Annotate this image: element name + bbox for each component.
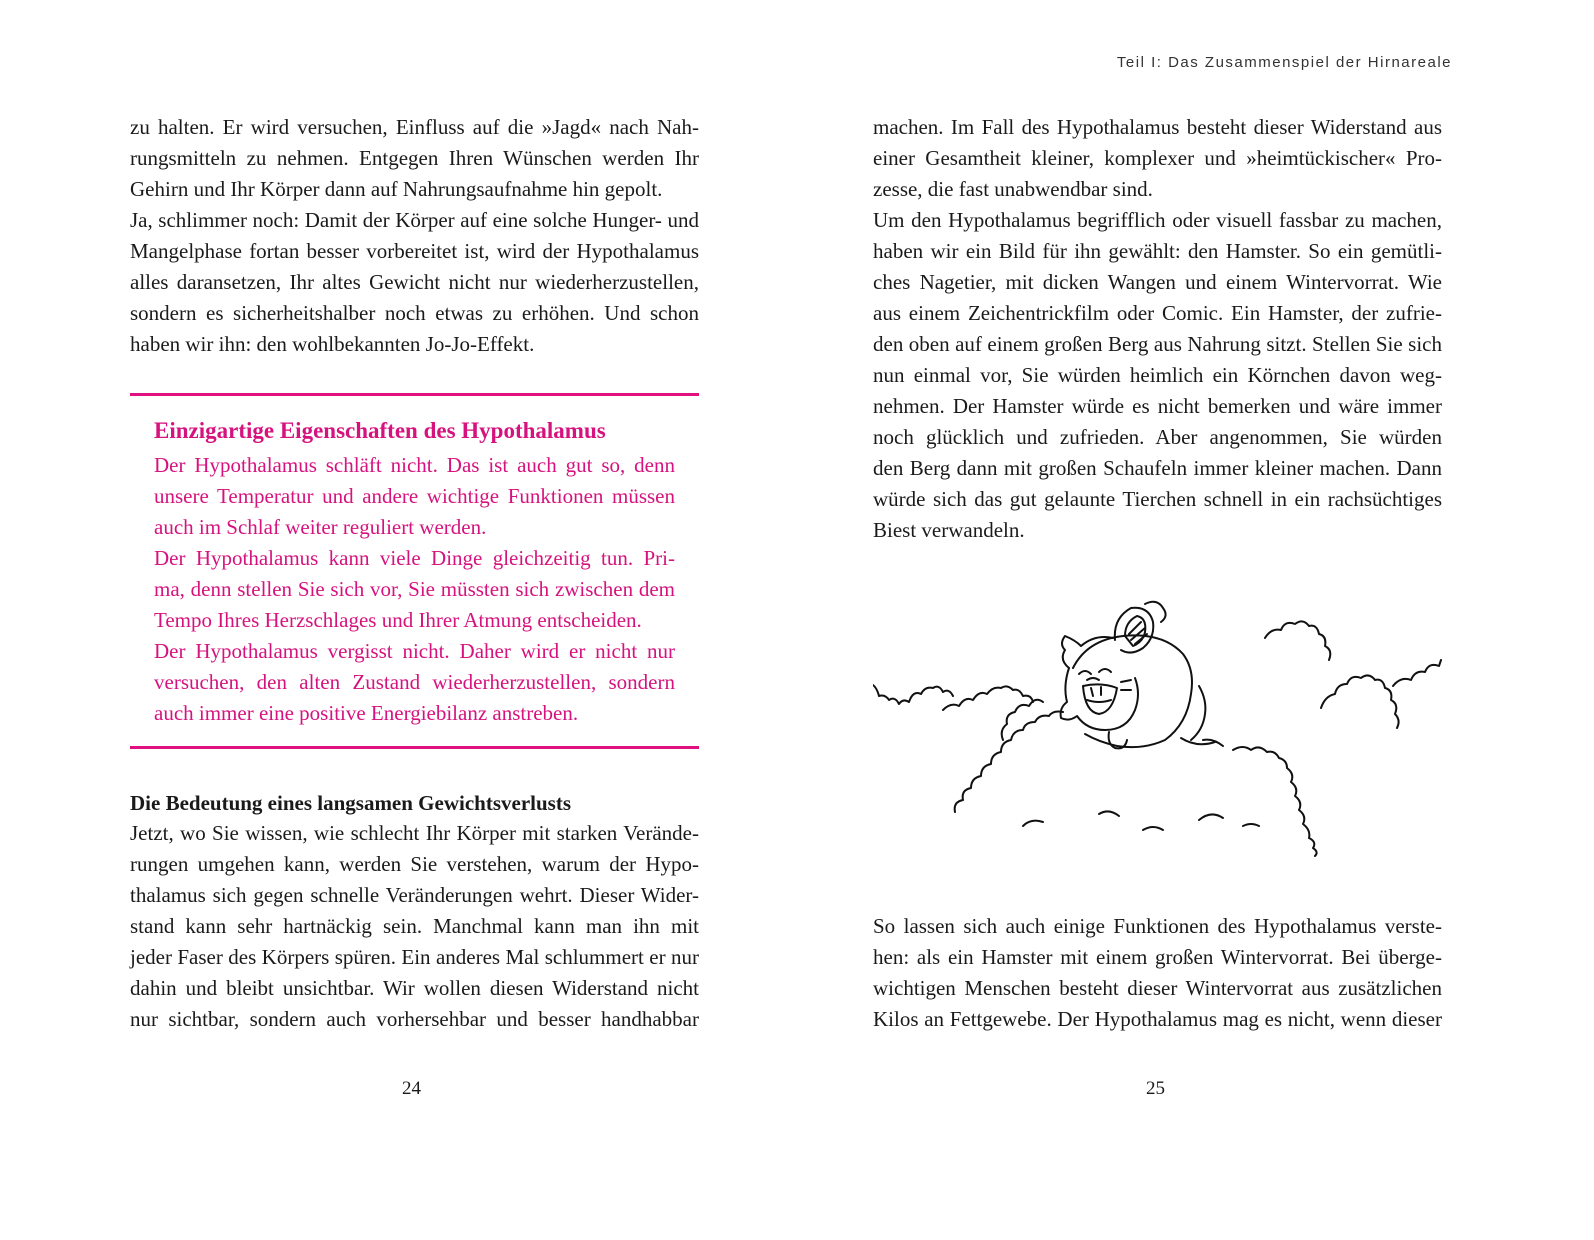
text-line: auch immer eine positive Energiebilanz anstreben. [154, 701, 579, 725]
text-line: nehmen. Der Hamster würde es nicht bemerken und wäre immer [873, 394, 1442, 418]
text-line: einer Gesamtheit kleiner, komplexer und »heimtückischer« Pro- [873, 146, 1442, 170]
page-number: 24 [402, 1078, 421, 1099]
text-line: alles daransetzen, Ihr altes Gewicht nicht nur wiederherzustellen, [130, 270, 699, 294]
text-line: jeder Faser des Körpers spüren. Ein anderes Mal schlummert er nur [130, 945, 699, 969]
text-line: versuchen, den alten Zustand wiederherzustellen, sondern [154, 670, 675, 694]
text-line: nun einmal vor, Sie würden heimlich ein Körnchen davon weg- [873, 363, 1442, 387]
text-line: auch im Schlaf weiter reguliert werden. [154, 515, 487, 539]
text-line: Der Hypothalamus vergisst nicht. Daher wird er nicht nur [154, 639, 675, 663]
text-line: noch glücklich und zufrieden. Aber angenommen, Sie würden [873, 425, 1442, 449]
text-line: ches Nagetier, mit dicken Wangen und einem Wintervorrat. Wie [873, 270, 1442, 294]
text-line: So lassen sich auch einige Funktionen des Hypothalamus verste- [873, 914, 1442, 938]
text-line: nur sichtbar, sondern auch vorhersehbar und besser handhabbar [130, 1007, 699, 1031]
text-line: stand kann sehr hartnäckig sein. Manchmal kann man ihn mit [130, 914, 699, 938]
text-line: rungsmitteln zu nehmen. Entgegen Ihren Wünschen werden Ihr [130, 146, 699, 170]
text-line: Mangelphase fortan besser vorbereitet ist, wird der Hypothalamus [130, 239, 699, 263]
text-line: haben wir ein Bild für ihn gewählt: den Hamster. So ein gemütli- [873, 239, 1442, 263]
text-line: dahin und bleibt unsichtbar. Wir wollen diesen Widerstand nicht [130, 976, 699, 1000]
text-line: den oben auf einem großen Berg aus Nahrung sitzt. Stellen Sie sich [873, 332, 1442, 356]
section-heading: Die Bedeutung eines langsamen Gewichtsverlusts [130, 791, 571, 815]
text-line: Jetzt, wo Sie wissen, wie schlecht Ihr Körper mit starken Verände- [130, 821, 699, 845]
text-line: haben wir ihn: den wohlbekannten Jo-Jo-Effekt. [130, 332, 535, 356]
running-head: Teil I: Das Zusammenspiel der Hirnareale [1116, 54, 1452, 71]
hamster-illustration [873, 590, 1442, 860]
box-title: Einzigartige Eigenschaften des Hypothalamus [154, 418, 606, 443]
right-paragraph-1 [873, 112, 1442, 546]
box-top-rule [130, 393, 699, 396]
text-line: machen. Im Fall des Hypothalamus besteht dieser Widerstand aus [873, 115, 1442, 139]
text-line: hen: als ein Hamster mit einem großen Wintervorrat. Bei überge- [873, 945, 1442, 969]
right-paragraph-2 [873, 911, 1442, 1035]
text-line: ma, denn stellen Sie sich vor, Sie müssten sich zwischen dem [154, 577, 675, 601]
text-line: thalamus sich gegen schnelle Veränderungen wehrt. Dieser Wider- [130, 883, 699, 907]
text-line: würde sich das gut gelaunte Tierchen schnell in ein rachsüchtiges [873, 487, 1442, 511]
left-paragraph-2 [130, 818, 699, 1035]
info-box-text [154, 450, 675, 729]
text-line: Kilos an Fettgewebe. Der Hypothalamus mag es nicht, wenn dieser [873, 1007, 1442, 1031]
text-line: Gehirn und Ihr Körper dann auf Nahrungsaufnahme hin gepolt. [130, 177, 663, 201]
text-line: unsere Temperatur und andere wichtige Funktionen müssen [154, 484, 675, 508]
page-number: 25 [1146, 1078, 1165, 1099]
text-line: zesse, die fast unabwendbar sind. [873, 177, 1153, 201]
text-line: Der Hypothalamus schläft nicht. Das ist auch gut so, denn [154, 453, 675, 477]
text-line: Tempo Ihres Herzschlages und Ihrer Atmung entscheiden. [154, 608, 642, 632]
text-line: Biest verwandeln. [873, 518, 1025, 542]
text-line: Der Hypothalamus kann viele Dinge gleichzeitig tun. Pri- [154, 546, 675, 570]
text-line: rungen umgehen kann, werden Sie verstehen, warum der Hypo- [130, 852, 699, 876]
text-line: Ja, schlimmer noch: Damit der Körper auf eine solche Hunger- und [130, 208, 699, 232]
right-page [797, 0, 1594, 1240]
text-line: den Berg dann mit großen Schaufeln immer kleiner machen. Dann [873, 456, 1442, 480]
box-bottom-rule [130, 746, 699, 749]
text-line: aus einem Zeichentrickfilm oder Comic. Ein Hamster, der zufrie- [873, 301, 1442, 325]
text-line: wichtigen Menschen besteht dieser Wintervorrat aus zusätzlichen [873, 976, 1442, 1000]
text-line: sondern es sicherheitshalber noch etwas zu erhöhen. Und schon [130, 301, 699, 325]
text-line: zu halten. Er wird versuchen, Einfluss auf die »Jagd« nach Nah- [130, 115, 699, 139]
left-paragraph-1 [130, 112, 699, 360]
text-line: Um den Hypothalamus begrifflich oder visuell fassbar zu machen, [873, 208, 1442, 232]
